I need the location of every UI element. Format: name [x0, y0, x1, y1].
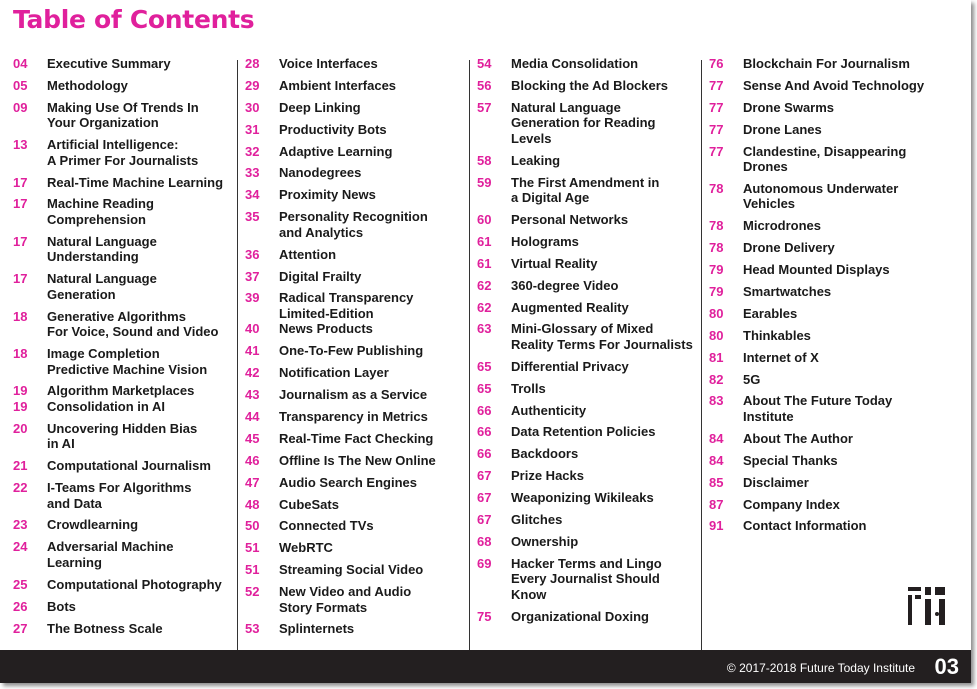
toc-page-number: 17 — [13, 196, 28, 212]
toc-entry[interactable] — [709, 100, 959, 116]
toc-entry-label: Notification Layer — [279, 365, 389, 381]
toc-page-number: 62 — [477, 277, 492, 293]
toc-entry-label: Algorithm Marketplaces Consolidation in AI — [47, 383, 195, 414]
toc-page-number: 51 — [245, 562, 260, 578]
toc-page-number: 56 — [477, 77, 492, 93]
toc-entry[interactable] — [13, 196, 236, 227]
toc-entry[interactable] — [245, 187, 467, 203]
toc-entry[interactable] — [477, 212, 699, 228]
toc-entry[interactable] — [13, 175, 236, 191]
toc-entry-label: Autonomous Underwater Vehicles — [743, 180, 899, 212]
toc-page-number: 79 — [709, 284, 724, 300]
toc-entry-label: Attention — [279, 246, 337, 262]
toc-page-number: 63 — [477, 321, 492, 337]
toc-entry-label: Drone Swarms — [743, 99, 835, 115]
toc-entry[interactable] — [709, 56, 959, 72]
toc-entry-label: Organizational Doxing — [511, 608, 649, 624]
toc-entry[interactable] — [245, 497, 467, 513]
toc-entry-label: New Video and Audio Story Formats — [279, 584, 412, 615]
toc-entry-label: Uncovering Hidden Bias in AI — [47, 420, 198, 452]
toc-entry-label: 360-degree Video — [511, 277, 619, 293]
toc-page-number: 62 — [477, 299, 492, 315]
toc-entry-label: Nanodegrees — [279, 165, 362, 181]
toc-page-number: 25 — [13, 576, 28, 592]
toc-page-number: 17 — [13, 271, 28, 287]
toc-page-number: 77 — [709, 99, 724, 115]
toc-page-number: 43 — [245, 387, 260, 403]
toc-entry-label: Trolls — [511, 380, 546, 396]
toc-page-number: 54 — [477, 56, 492, 71]
page-number: 03 — [934, 654, 959, 679]
toc-entry[interactable] — [477, 153, 699, 169]
toc-entry-label: Natural Language Generation — [47, 271, 157, 302]
toc-page-number: 23 — [13, 517, 28, 533]
toc-entry[interactable] — [477, 234, 699, 250]
toc-page-number: 81 — [709, 349, 724, 365]
toc-entry[interactable] — [13, 137, 236, 168]
toc-entry[interactable] — [13, 539, 236, 570]
toc-entry[interactable] — [477, 609, 699, 625]
toc-entry-label: Internet of X — [743, 349, 819, 365]
toc-entry-label: Blockchain For Journalism — [743, 56, 910, 71]
toc-entry-label: Generative Algorithms For Voice, Sound and Video — [47, 308, 219, 340]
toc-page-number: 42 — [245, 365, 260, 381]
toc-entry[interactable] — [13, 100, 236, 131]
toc-entry[interactable] — [709, 144, 959, 175]
toc-entry-label: Data Retention Policies — [511, 424, 656, 440]
toc-entry[interactable] — [13, 458, 236, 474]
toc-page-number: 50 — [245, 518, 260, 534]
toc-page-number: 20 — [13, 420, 28, 436]
toc-entry[interactable] — [13, 517, 236, 533]
toc-page-number: 39 40 — [245, 290, 260, 337]
toc-entry[interactable] — [13, 234, 236, 265]
toc-page-number: 33 — [245, 165, 260, 181]
toc-entry[interactable] — [13, 480, 236, 511]
toc-entry-label: Holograms — [511, 233, 579, 249]
toc-entry[interactable] — [709, 284, 959, 300]
toc-entry-label: Weaponizing Wikileaks — [511, 490, 654, 506]
toc-entry-label: Offline Is The New Online — [279, 452, 436, 468]
toc-entry-label: Ownership — [511, 533, 579, 549]
toc-entry-label: Computational Photography — [47, 576, 222, 592]
toc-entry[interactable] — [477, 403, 699, 419]
toc-page-number: 57 — [477, 99, 492, 115]
toc-entry-label: Audio Search Engines — [279, 474, 417, 490]
toc-entry[interactable] — [477, 424, 699, 440]
toc-entry[interactable] — [709, 306, 959, 322]
toc-page-number: 36 — [245, 246, 260, 262]
toc-entry-label: Journalism as a Service — [279, 387, 428, 403]
toc-entry-label: Contact Information — [743, 518, 867, 534]
toc-entry-label: Making Use Of Trends In Your Organization — [47, 99, 199, 131]
toc-entry[interactable] — [245, 100, 467, 116]
toc-entry[interactable] — [245, 209, 467, 240]
toc-entry-label: Prize Hacks — [511, 468, 584, 484]
toc-entry[interactable] — [13, 271, 236, 302]
toc-entry-label: Computational Journalism — [47, 458, 211, 474]
toc-entry-label: Drone Lanes — [743, 121, 822, 137]
toc-page-number: 76 — [709, 56, 724, 71]
toc-page-number: 78 — [709, 180, 724, 196]
toc-page-number: 84 — [709, 452, 724, 468]
toc-page-number: 17 — [13, 174, 28, 190]
toc-entry-label: Real-Time Machine Learning — [47, 174, 224, 190]
toc-entry-label: Blocking the Ad Blockers — [511, 77, 668, 93]
toc-entry-label: I-Teams For Algorithms and Data — [47, 480, 192, 511]
toc-entry[interactable] — [709, 393, 959, 424]
toc-entry[interactable] — [709, 453, 959, 469]
toc-entry[interactable] — [245, 387, 467, 403]
toc-entry-label: Virtual Reality — [511, 255, 598, 271]
toc-page-number: 61 — [477, 233, 492, 249]
toc-entry[interactable] — [477, 78, 699, 94]
toc-entry[interactable] — [245, 78, 467, 94]
toc-page-number: 65 — [477, 380, 492, 396]
toc-entry[interactable] — [477, 256, 699, 272]
toc-page-number: 58 — [477, 152, 492, 168]
toc-entry-label: Sense And Avoid Technology — [743, 77, 925, 93]
toc-entry[interactable] — [709, 122, 959, 138]
toc-entry-label: About The Future Today Institute — [743, 393, 893, 424]
toc-entry-label: Connected TVs — [279, 518, 374, 534]
toc-page-number: 37 — [245, 268, 260, 284]
toc-entry-label: One-To-Few Publishing — [279, 343, 424, 359]
toc-entry[interactable] — [477, 359, 699, 375]
toc-entry-label: 5G — [743, 371, 761, 387]
toc-entry[interactable] — [709, 262, 959, 278]
toc-page-number: 31 — [245, 121, 260, 137]
toc-entry-label: Machine Reading Comprehension — [47, 196, 154, 227]
toc-page-number: 85 — [709, 474, 724, 490]
toc-entry-label: Augmented Reality — [511, 299, 629, 315]
toc-page-number: 78 — [709, 240, 724, 256]
toc-entry-label: Microdrones — [743, 218, 822, 234]
toc-entry[interactable] — [477, 278, 699, 294]
toc-entry[interactable] — [245, 584, 467, 615]
toc-entry-label: Authenticity — [511, 402, 587, 418]
toc-entry[interactable] — [477, 300, 699, 316]
page-title: Table of Contents — [13, 5, 255, 34]
toc-entry[interactable] — [245, 247, 467, 263]
toc-entry-label: Bots — [47, 598, 76, 614]
toc-entry-label: Natural Language Generation for Reading Levels — [511, 99, 656, 146]
toc-entry[interactable] — [477, 534, 699, 550]
toc-page-number: 60 — [477, 211, 492, 227]
toc-entry[interactable] — [245, 453, 467, 469]
toc-entry[interactable] — [709, 328, 959, 344]
toc-page-number: 69 — [477, 555, 492, 571]
toc-entry-label: Image Completion Predictive Machine Vision — [47, 346, 208, 377]
toc-page-number: 65 — [477, 358, 492, 374]
toc-page-number: 80 — [709, 327, 724, 343]
toc-entry[interactable] — [709, 475, 959, 491]
toc-page-number: 41 — [245, 343, 260, 359]
toc-entry[interactable] — [709, 218, 959, 234]
toc-entry[interactable] — [245, 122, 467, 138]
toc-entry[interactable] — [477, 175, 699, 206]
toc-entry-label: Leaking — [511, 152, 561, 168]
toc-page-number: 77 — [709, 143, 724, 159]
toc-page-number: 44 — [245, 408, 260, 424]
toc-entry[interactable] — [709, 181, 959, 212]
toc-entry-label: Earables — [743, 305, 798, 321]
toc-entry-label: Clandestine, Disappearing Drones — [743, 143, 907, 175]
toc-page-number: 67 — [477, 468, 492, 484]
toc-entry[interactable] — [245, 343, 467, 359]
toc-page-number: 51 — [245, 540, 260, 556]
toc-page-number: 24 — [13, 539, 28, 555]
toc-entry[interactable] — [709, 78, 959, 94]
toc-page-number: 82 — [709, 371, 724, 387]
toc-page-number: 18 — [13, 346, 28, 362]
toc-entry[interactable] — [245, 144, 467, 160]
toc-page-number: 26 — [13, 598, 28, 614]
toc-entry-label: Adaptive Learning — [279, 143, 393, 159]
toc-page-number: 27 — [13, 620, 28, 636]
toc-page-number: 04 — [13, 56, 28, 71]
toc-entry-label: Splinternets — [279, 621, 355, 637]
column-divider — [701, 60, 702, 650]
toc-entry-label: Artificial Intelligence: A Primer For Journalists — [47, 137, 199, 168]
toc-page-number: 47 — [245, 474, 260, 490]
toc-entry[interactable] — [709, 240, 959, 256]
toc-page-number: 53 — [245, 621, 260, 637]
toc-entry-label: Glitches — [511, 512, 563, 528]
toc-page-number: 45 — [245, 430, 260, 446]
toc-entry-label: Thinkables — [743, 327, 811, 343]
toc-entry-label: Digital Frailty — [279, 268, 362, 284]
toc-entry[interactable] — [477, 468, 699, 484]
toc-entry-label: Natural Language Understanding — [47, 233, 157, 265]
column-divider — [237, 60, 238, 650]
toc-entry-label: Special Thanks — [743, 452, 838, 468]
toc-entry[interactable] — [245, 409, 467, 425]
toc-entry[interactable] — [709, 372, 959, 388]
toc-page-number: 29 — [245, 77, 260, 93]
toc-page-number: 68 — [477, 533, 492, 549]
toc-entry-label: Disclaimer — [743, 474, 809, 490]
toc-entry-label: Ambient Interfaces — [279, 77, 397, 93]
fti-logo-icon — [905, 585, 949, 627]
toc-column-3 — [477, 56, 699, 650]
toc-entry[interactable] — [477, 381, 699, 397]
toc-entry-label: Differential Privacy — [511, 358, 629, 374]
toc-entry-label: About The Author — [743, 430, 853, 446]
toc-page-number: 79 — [709, 262, 724, 278]
toc-page-number: 84 — [709, 430, 724, 446]
toc-entry-label: Executive Summary — [47, 56, 171, 71]
toc-entry[interactable] — [13, 577, 236, 593]
toc-entry[interactable] — [477, 512, 699, 528]
toc-page-number: 66 — [477, 424, 492, 440]
toc-page-number: 22 — [13, 480, 28, 496]
toc-entry[interactable] — [13, 621, 236, 637]
toc-entry[interactable] — [245, 269, 467, 285]
toc-entry[interactable] — [245, 165, 467, 181]
toc-entry-label: Proximity News — [279, 187, 376, 203]
toc-page-number: 67 — [477, 512, 492, 528]
toc-entry[interactable] — [477, 556, 699, 603]
toc-entry[interactable] — [245, 365, 467, 381]
toc-entry-label: Methodology — [47, 77, 128, 93]
toc-entry[interactable] — [245, 621, 467, 637]
toc-page-number: 19 19 — [13, 383, 28, 414]
toc-entry-label: Real-Time Fact Checking — [279, 430, 434, 446]
toc-entry-label: Streaming Social Video — [279, 562, 424, 578]
toc-page-number: 77 — [709, 77, 724, 93]
toc-column-2 — [245, 56, 467, 650]
toc-entry[interactable] — [13, 599, 236, 615]
toc-entry-label: Head Mounted Displays — [743, 262, 890, 278]
toc-entry[interactable] — [13, 421, 236, 452]
toc-entry-label: WebRTC — [279, 540, 333, 556]
toc-entry[interactable] — [245, 290, 467, 337]
toc-page-number: 75 — [477, 608, 492, 624]
toc-page-number: 30 — [245, 99, 260, 115]
toc-entry-label: Voice Interfaces — [279, 56, 378, 71]
toc-page-number: 13 — [13, 137, 28, 153]
toc-page-number: 59 — [477, 174, 492, 190]
toc-entry[interactable] — [709, 350, 959, 366]
toc-page-number: 09 — [13, 99, 28, 115]
page-footer — [0, 650, 971, 683]
toc-page-number: 21 — [13, 458, 28, 474]
toc-page-number: 66 — [477, 446, 492, 462]
toc-page-number: 05 — [13, 77, 28, 93]
toc-entry[interactable] — [245, 431, 467, 447]
toc-entry-label: Personal Networks — [511, 211, 629, 227]
toc-entry-label: Drone Delivery — [743, 240, 835, 256]
toc-entry[interactable] — [13, 78, 236, 94]
toc-page-number: 77 — [709, 121, 724, 137]
toc-entry-label: Radical Transparency Limited-Edition News Products — [279, 290, 414, 337]
toc-entry-label: The First Amendment in a Digital Age — [511, 174, 660, 206]
toc-entry-label: Transparency in Metrics — [279, 408, 428, 424]
toc-page-number: 46 — [245, 452, 260, 468]
toc-entry-label: Mini-Glossary of Mixed Reality Terms For Journalists — [511, 321, 693, 352]
toc-page-number: 17 — [13, 233, 28, 249]
toc-page-number: 66 — [477, 402, 492, 418]
toc-entry[interactable] — [245, 518, 467, 534]
toc-entry[interactable] — [13, 309, 236, 340]
toc-entry[interactable] — [709, 431, 959, 447]
toc-entry-label: Deep Linking — [279, 99, 361, 115]
toc-entry-label: Personality Recognition and Analytics — [279, 209, 428, 240]
toc-entry-label: Backdoors — [511, 446, 579, 462]
toc-column-1 — [13, 56, 236, 650]
toc-entry[interactable] — [709, 518, 959, 534]
toc-page-number: 83 — [709, 393, 724, 409]
toc-entry[interactable] — [477, 446, 699, 462]
toc-page-number: 18 — [13, 308, 28, 324]
toc-entry[interactable] — [477, 100, 699, 147]
toc-entry[interactable] — [13, 56, 236, 72]
toc-page-number: 35 — [245, 209, 260, 225]
toc-entry[interactable] — [245, 475, 467, 491]
toc-entry[interactable] — [477, 321, 699, 352]
toc-entry[interactable] — [13, 383, 236, 414]
toc-entry[interactable] — [245, 56, 467, 72]
toc-page-number: 80 — [709, 305, 724, 321]
toc-entry-label: The Botness Scale — [47, 620, 163, 636]
toc-entry-label: Adversarial Machine Learning — [47, 539, 174, 570]
toc-page-number: 52 — [245, 584, 260, 600]
toc-entry[interactable] — [245, 562, 467, 578]
toc-page-number: 91 — [709, 518, 724, 534]
toc-entry[interactable] — [477, 56, 699, 72]
toc-page-number: 67 — [477, 490, 492, 506]
toc-entry-label: Productivity Bots — [279, 121, 387, 137]
toc-entry-label: Company Index — [743, 496, 840, 512]
toc-page-number: 32 — [245, 143, 260, 159]
toc-page-number: 87 — [709, 496, 724, 512]
toc-page-number: 28 — [245, 56, 260, 71]
toc-page-number: 48 — [245, 496, 260, 512]
toc-entry-label: Media Consolidation — [511, 56, 639, 71]
copyright-text: © 2017-2018 Future Today Institute — [726, 661, 915, 675]
toc-entry[interactable] — [245, 540, 467, 556]
toc-entry-label: Smartwatches — [743, 284, 832, 300]
column-divider — [469, 60, 470, 650]
toc-entry-label: CubeSats — [279, 496, 339, 512]
toc-entry[interactable] — [13, 346, 236, 377]
toc-column-4 — [709, 56, 959, 650]
toc-page-number: 34 — [245, 187, 260, 203]
toc-entry-label: Crowdlearning — [47, 517, 139, 533]
toc-entry[interactable] — [477, 490, 699, 506]
toc-entry[interactable] — [709, 497, 959, 513]
toc-entry-label: Hacker Terms and Lingo Every Journalist Should Know — [511, 555, 662, 602]
toc-page-number: 61 — [477, 255, 492, 271]
toc-page-number: 78 — [709, 218, 724, 234]
